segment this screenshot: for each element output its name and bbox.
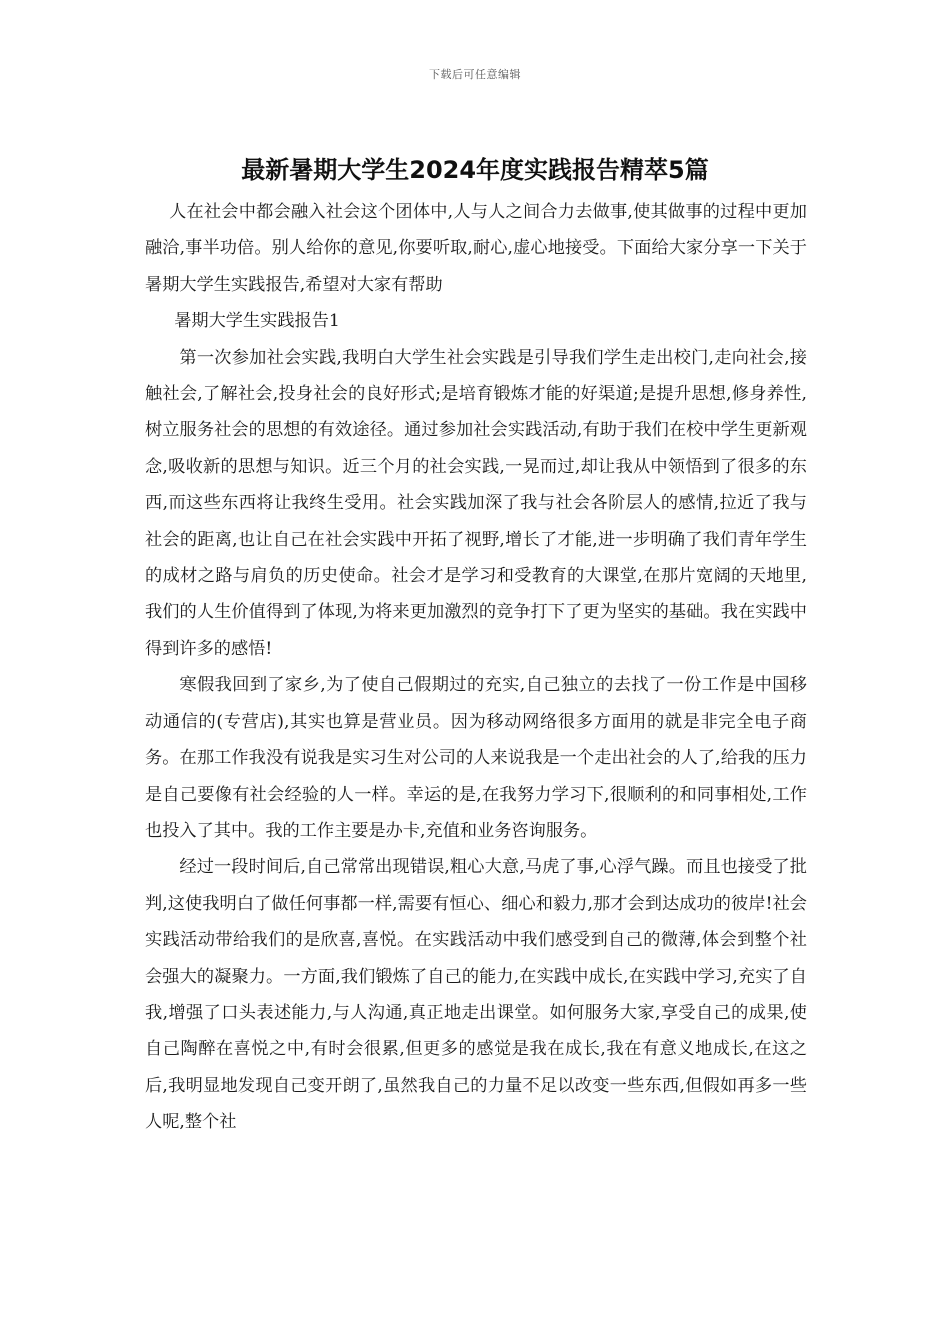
intro-paragraph: 人在社会中都会融入社会这个团体中,人与人之间合力去做事,使其做事的过程中更加融洽,事半功倍。别人给你的意见,你要听取,耐心,虚心地接受。下面给大家分享一下关于暑期大学生实践报告,希望对大家有帮助 — [145, 202, 807, 295]
document-title: 最新暑期大学生2024年度实践报告精萃5篇 — [241, 156, 709, 184]
body-paragraph: 第一次参加社会实践,我明白大学生社会实践是引导我们学生走出校门,走向社会,接触社会,了解社会,投身社会的良好形式;是培育锻炼才能的好渠道;是提升思想,修身养性,树立服务社会的思想的有效途径。通过参加社会实践活动,有助于我们在校中学生更新观念,吸收新的思想与知识。近三个月的社会实践,一晃而过,却让我从中领悟到了很多的东西,而这些东西将让我终生受用。社会实践加深了我与社会各阶层人的感情,拉近了我与社会的距离,也让自己在社会实践中开拓了视野,增长了才能,进一步明确了我们青年学生的成材之路与肩负的历史使命。社会才是学习和受教育的大课堂,在那片宽阔的天地里,我们的人生价值得到了体现,为将来更加激烈的竞争打下了更为坚实的基础。我在实践中得到许多的感悟! — [145, 347, 807, 659]
body-paragraph: 经过一段时间后,自己常常出现错误,粗心大意,马虎了事,心浮气躁。而且也接受了批判,这使我明白了做任何事都一样,需要有恒心、细心和毅力,那才会到达成功的彼岸!社会实践活动带给我们的是欣喜,喜悦。在实践活动中我们感受到自己的微薄,体会到整个社会强大的凝聚力。一方面,我们锻炼了自己的能力,在实践中成长,在实践中学习,充实了自我,增强了口头表述能力,与人沟通,真正地走出课堂。如何服务大家,享受自己的成果,使自己陶醉在喜悦之中,有时会很累,但更多的感觉是我在成长,我在有意义地成长,在这之后,我明显地发现自己变开朗了,虽然我自己的力量不足以改变一些东西,但假如再多一些人呢,整个社 — [145, 857, 807, 1133]
body-paragraph: 寒假我回到了家乡,为了使自己假期过的充实,自己独立的去找了一份工作是中国移动通信的(专营店),其实也算是营业员。因为移动网络很多方面用的就是非完全电子商务。在那工作我没有说我是实习生对公司的人来说我是一个走出社会的人了,给我的压力是自己要像有社会经验的人一样。幸运的是,在我努力学习下,很顺利的和同事相处,工作也投入了其中。我的工作主要是办卡,充值和业务咨询服务。 — [145, 675, 807, 841]
header-note: 下载后可任意编辑 — [429, 68, 521, 81]
document-body — [145, 194, 807, 1141]
section-heading: 暑期大学生实践报告1 — [174, 311, 340, 332]
